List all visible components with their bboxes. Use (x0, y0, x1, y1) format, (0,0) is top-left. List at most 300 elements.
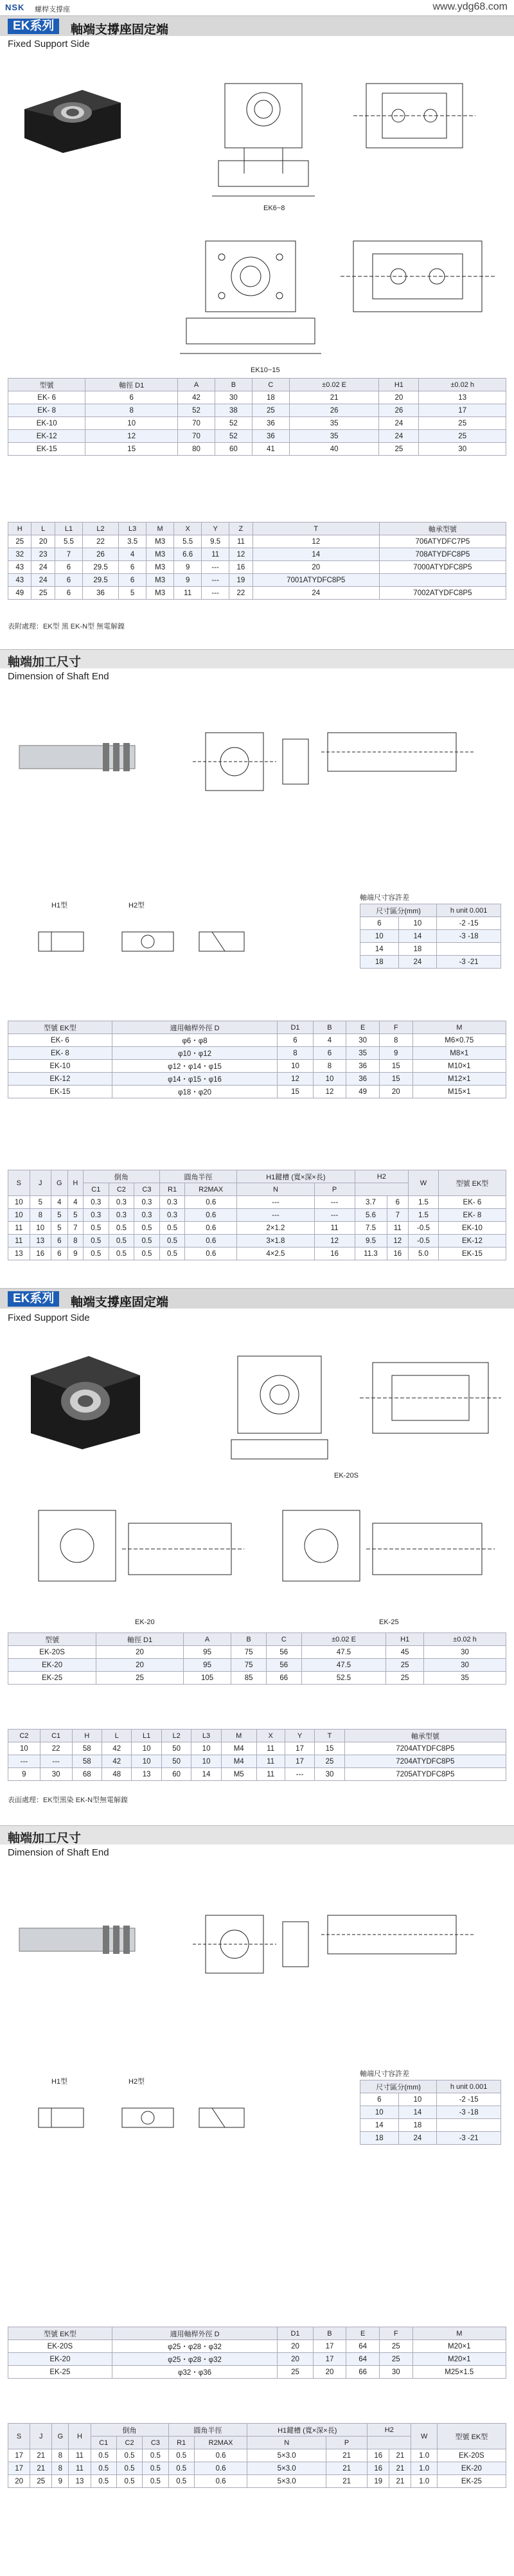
table-cell: EK-20 (8, 1659, 96, 1672)
table-cell (437, 943, 501, 956)
table-cell: 9 (52, 2475, 69, 2488)
table-cell: 17 (285, 1742, 314, 1755)
table-cell: 18 (360, 956, 399, 969)
table-cell: 30 (423, 1659, 506, 1672)
table-cell: 42 (102, 1755, 131, 1768)
spec-table-2 (8, 522, 506, 600)
table-cell: EK-20 (437, 2462, 506, 2475)
drawing-caption-ek25: EK-25 (379, 1618, 399, 1626)
table-cell: 13 (8, 1248, 30, 1260)
table-cell: 20 (31, 535, 55, 548)
table-cell: 10 (313, 1073, 346, 1086)
table-cell: 10 (360, 2106, 399, 2119)
table-cell: 25 (8, 535, 31, 548)
table-cell: 1.0 (411, 2449, 437, 2462)
table-cell: E (346, 1021, 380, 1034)
table-cell: D1 (278, 2327, 313, 2340)
product-photo-2 (12, 1343, 159, 1453)
table-cell: L2 (82, 523, 118, 535)
table-cell: 20 (8, 2475, 30, 2488)
table-cell: 49 (346, 1086, 380, 1098)
table-cell: 0.3 (109, 1209, 134, 1222)
table-cell: EK- 8 (438, 1209, 506, 1222)
table-cell: 7204ATYDFC8P5 (344, 1755, 506, 1768)
table-cell: C1 (91, 2437, 116, 2449)
table-cell: 42 (178, 391, 215, 404)
spec-table-6 (8, 1729, 506, 1781)
table-cell: H (8, 523, 31, 535)
table-cell: 4×2.5 (237, 1248, 314, 1260)
table-cell: EK-12 (8, 1073, 112, 1086)
table-cell: 11.3 (355, 1248, 387, 1260)
shaft-table-3 (8, 2327, 506, 2379)
table-cell: 19 (229, 574, 253, 587)
table-cell: EK-20S (437, 2449, 506, 2462)
technical-drawing-ek20-25 (13, 1491, 501, 1613)
table-cell: 66 (266, 1672, 301, 1685)
table-cell: -0.5 (409, 1235, 439, 1248)
table-row (8, 391, 506, 404)
table-cell: M25×1.5 (412, 2366, 506, 2379)
table-cell: 11 (256, 1755, 285, 1768)
table-cell: 0.6 (185, 1235, 237, 1248)
table-cell: 適用軸桿外徑 D (112, 1021, 278, 1034)
table-cell: 8 (278, 1047, 313, 1060)
table-cell: A (183, 1633, 231, 1646)
table-cell (437, 2119, 501, 2132)
table-cell: M3 (146, 548, 174, 561)
table-cell: 8 (52, 2449, 69, 2462)
table-cell: 9.5 (355, 1235, 387, 1248)
table-cell: 12 (85, 430, 178, 443)
table-cell: 25 (315, 1755, 344, 1768)
table-cell: 5×3.0 (247, 2449, 326, 2462)
table-cell: 13 (419, 391, 506, 404)
table-cell: 64 (346, 2353, 380, 2366)
table-cell: 22 (82, 535, 118, 548)
table-cell: 17 (285, 1755, 314, 1768)
table-cell: 20 (313, 2366, 346, 2379)
shaft-section-title: 軸端加工尺寸 (8, 656, 82, 669)
table-cell: E (346, 2327, 380, 2340)
spec-table-1 (8, 378, 506, 456)
table-cell: 36 (346, 1073, 380, 1086)
drawing-caption-ek20s: EK-20S (334, 1472, 359, 1480)
table-cell: 12 (253, 535, 379, 548)
table-cell: C1 (84, 1183, 109, 1196)
table-cell: H2 (355, 1170, 409, 1183)
table-cell: 18 (360, 2132, 399, 2145)
table-cell: EK-20 (8, 2353, 112, 2366)
shaft-drawing-1 (13, 720, 501, 874)
table-cell: 30 (315, 1768, 344, 1781)
table-row (8, 535, 506, 548)
table-cell: 0.6 (185, 1248, 237, 1260)
shaft-table-4 (8, 2423, 506, 2488)
table-cell: 5 (51, 1222, 68, 1235)
table-header (8, 523, 506, 535)
table-cell: 17 (8, 2462, 30, 2475)
table-cell: L1 (55, 523, 82, 535)
table-cell: 8 (52, 2462, 69, 2475)
table-cell: 24 (379, 417, 419, 430)
table-cell: --- (202, 561, 229, 574)
section-title: 軸端支撐座固定端 (71, 23, 169, 37)
table-cell: 21 (30, 2449, 52, 2462)
table-cell: M3 (146, 561, 174, 574)
table-cell: 10 (8, 1209, 30, 1222)
table-cell: L1 (132, 1730, 161, 1742)
table-cell: -3 -18 (437, 930, 501, 943)
table-cell: 60 (215, 443, 252, 456)
table-cell: 48 (102, 1768, 131, 1781)
section-bar-1 (0, 15, 514, 36)
table-cell: 5×3.0 (247, 2462, 326, 2475)
table-cell: 52.5 (301, 1672, 386, 1685)
table-cell: F (379, 2327, 412, 2340)
table-cell: EK-10 (8, 417, 85, 430)
table-cell: M (412, 2327, 506, 2340)
table-cell: 14 (360, 943, 399, 956)
table-cell: 6 (55, 574, 82, 587)
table-cell: 12 (229, 548, 253, 561)
table-cell: EK-25 (8, 1672, 96, 1685)
technical-drawing-ek20s (212, 1337, 508, 1478)
table-cell: 26 (379, 404, 419, 417)
table-cell: 9.5 (202, 535, 229, 548)
table-cell: 11 (256, 1768, 285, 1781)
table-cell: C2 (8, 1730, 40, 1742)
table-cell: 6 (278, 1034, 313, 1047)
table-cell: M (412, 1021, 506, 1034)
table-cell: 6 (55, 587, 82, 600)
table-cell: 0.6 (185, 1209, 237, 1222)
key-type-drawing-1 (32, 919, 257, 977)
table-cell: 30 (423, 1646, 506, 1659)
table-cell: 43 (8, 561, 31, 574)
table-cell: 5.0 (409, 1248, 439, 1260)
table-cell: 35 (423, 1672, 506, 1685)
table-cell: 0.5 (84, 1248, 109, 1260)
table-cell: 0.5 (91, 2462, 116, 2475)
table-cell: 25 (252, 404, 289, 417)
table-cell: B (313, 1021, 346, 1034)
table-cell: 18 (398, 943, 437, 956)
table-row (8, 417, 506, 430)
table-cell: 21 (389, 2449, 411, 2462)
table-cell: 52 (178, 404, 215, 417)
site-url[interactable]: www.ydg68.com (432, 1, 508, 12)
table-cell: 6 (313, 1047, 346, 1060)
table-cell: 軸徑 D1 (96, 1633, 184, 1646)
table-cell: 0.5 (159, 1248, 185, 1260)
table-cell: 24 (398, 2132, 437, 2145)
table-cell: C2 (109, 1183, 134, 1196)
table-cell: 5×3.0 (247, 2475, 326, 2488)
table-cell: 20 (379, 1086, 412, 1098)
table-cell: X (174, 523, 202, 535)
table-cell: 型號 EK型 (8, 1021, 112, 1034)
table-cell: C (252, 379, 289, 391)
table-cell: 圓角半徑 (159, 1170, 236, 1183)
table-cell: M20×1 (412, 2340, 506, 2353)
table-cell: 17 (419, 404, 506, 417)
table-cell: 9 (174, 561, 202, 574)
table-cell: 4 (313, 1034, 346, 1047)
table-cell: 24 (253, 587, 379, 600)
table-cell: M20×1 (412, 2353, 506, 2366)
table-cell: M15×1 (412, 1086, 506, 1098)
table-cell: 16 (387, 1248, 409, 1260)
tolerance-table-title: 軸端尺寸容許差 (360, 894, 409, 902)
table-cell: M6×0.75 (412, 1034, 506, 1047)
table-cell: G (51, 1170, 68, 1196)
table-cell: 0.5 (84, 1222, 109, 1235)
table-cell: 0.5 (143, 2462, 168, 2475)
table-cell: 5 (30, 1196, 51, 1209)
table-cell: 30 (346, 1034, 380, 1047)
table-cell: 1.5 (409, 1196, 439, 1209)
table-cell: 7 (55, 548, 82, 561)
table-cell: Y (202, 523, 229, 535)
table-cell: 21 (326, 2475, 368, 2488)
table-cell: S (8, 1170, 30, 1196)
table-cell: P (326, 2437, 368, 2449)
table-cell: A (178, 379, 215, 391)
table-cell: 圓角半徑 (168, 2424, 247, 2437)
table-cell: B (231, 1633, 267, 1646)
table-cell: 24 (398, 956, 437, 969)
table-cell (355, 1183, 409, 1196)
table-row (8, 574, 506, 587)
table-cell: EK-10 (8, 1060, 112, 1073)
table-cell: L3 (119, 523, 146, 535)
table-cell: ±0.02 E (301, 1633, 386, 1646)
table-cell: 95 (183, 1659, 231, 1672)
drawing-caption-b: EK10~15 (251, 366, 280, 374)
table-cell: 56 (266, 1659, 301, 1672)
table-cell: M8×1 (412, 1047, 506, 1060)
table-cell: EK- 8 (8, 1047, 112, 1060)
table-cell: 11 (202, 548, 229, 561)
table-row (8, 404, 506, 417)
table-cell: M4 (221, 1755, 256, 1768)
table-cell: M5 (221, 1768, 256, 1781)
table-cell: 10 (132, 1755, 161, 1768)
table-header (8, 379, 506, 391)
section-title: 軸端支撐座固定端 (71, 1296, 169, 1309)
drawing-caption-a: EK6~8 (263, 204, 285, 212)
table-cell: 11 (314, 1222, 355, 1235)
table-cell: --- (202, 587, 229, 600)
table-cell: EK-25 (8, 2366, 112, 2379)
tolerance-table-1 (360, 904, 501, 969)
table-cell: 20 (96, 1646, 184, 1659)
table-cell: h unit 0.001 (437, 2080, 501, 2093)
table-cell: 29.5 (82, 574, 118, 587)
table-cell: 40 (289, 443, 379, 456)
table-cell: Y (285, 1730, 314, 1742)
table-row (8, 443, 506, 456)
table-cell: 13 (69, 2475, 91, 2488)
table-cell: 0.3 (109, 1196, 134, 1209)
table-cell: 0.3 (84, 1209, 109, 1222)
table-cell: 9 (379, 1047, 412, 1060)
table-cell: 32 (8, 548, 31, 561)
table-cell: --- (314, 1196, 355, 1209)
table-cell: 25 (379, 443, 419, 456)
table-cell: 0.5 (116, 2462, 142, 2475)
table-cell: 4 (119, 548, 146, 561)
table-cell: 6 (119, 574, 146, 587)
table-cell: 0.6 (194, 2462, 247, 2475)
table-cell: 16 (314, 1248, 355, 1260)
table-cell: 軸承型號 (344, 1730, 506, 1742)
table-cell: 13 (132, 1768, 161, 1781)
table-cell: 17 (313, 2353, 346, 2366)
table-cell: EK-25 (437, 2475, 506, 2488)
table-cell: 20 (379, 391, 419, 404)
table-cell: 18 (252, 391, 289, 404)
table-cell: EK-10 (438, 1222, 506, 1235)
table-cell: 15 (379, 1073, 412, 1086)
table-cell: 17 (313, 2340, 346, 2353)
shaft-table-1 (8, 1021, 506, 1098)
table-cell (368, 2437, 411, 2449)
table-cell: 6 (85, 391, 178, 404)
table-cell: H2 (368, 2424, 411, 2437)
table-cell: 0.6 (185, 1196, 237, 1209)
table-cell: F (379, 1021, 412, 1034)
table-cell: J (30, 1170, 51, 1196)
table-cell: M12×1 (412, 1073, 506, 1086)
table-cell: 尺寸區分(mm) (360, 904, 437, 917)
table-cell: 0.5 (168, 2462, 194, 2475)
table-cell: C3 (143, 2437, 168, 2449)
table-cell: 35 (289, 430, 379, 443)
table-cell: 10 (8, 1196, 30, 1209)
table-cell: 30 (379, 2366, 412, 2379)
table-cell: EK- 6 (8, 391, 85, 404)
table-cell: 50 (161, 1742, 191, 1755)
shaft-type-h2: H2型 (128, 2078, 145, 2086)
section-subtitle: Fixed Support Side (8, 39, 90, 49)
table-cell: 64 (346, 2340, 380, 2353)
table-cell: 52 (215, 417, 252, 430)
table-cell: 8 (30, 1209, 51, 1222)
table-cell: 22 (40, 1742, 72, 1755)
table-cell: ±0.02 h (419, 379, 506, 391)
table-cell: 3.7 (355, 1196, 387, 1209)
table-cell: 9 (8, 1768, 40, 1781)
table-cell: 13 (30, 1235, 51, 1248)
table-cell: 8 (85, 404, 178, 417)
table-cell: 16 (368, 2449, 389, 2462)
table-cell: 0.5 (109, 1248, 134, 1260)
table-cell: 17 (8, 2449, 30, 2462)
table-cell: 14 (360, 2119, 399, 2132)
table-cell: 6 (360, 917, 399, 930)
table-cell: 35 (346, 1047, 380, 1060)
table-cell: 41 (252, 443, 289, 456)
table-cell: H (72, 1730, 102, 1742)
table-cell: 5 (51, 1209, 68, 1222)
table-cell: H1 (386, 1633, 424, 1646)
table-cell: 25 (30, 2475, 52, 2488)
table-cell: 7 (67, 1222, 83, 1235)
drawing-caption-ek20: EK-20 (135, 1618, 155, 1626)
table-cell: φ25・φ28・φ32 (112, 2340, 278, 2353)
table-cell: φ6・φ8 (112, 1034, 278, 1047)
table-cell: 26 (82, 548, 118, 561)
table-cell: X (256, 1730, 285, 1742)
tolerance-table-title: 軸端尺寸容許差 (360, 2070, 409, 2078)
table-cell: 706ATYDFC7P5 (379, 535, 506, 548)
table-cell: 0.3 (134, 1196, 160, 1209)
table-cell: 0.3 (159, 1196, 185, 1209)
table-cell: EK-15 (438, 1248, 506, 1260)
table-cell: 軸承型號 (379, 523, 506, 535)
table-cell: 14 (398, 2106, 437, 2119)
table-cell: T (253, 523, 379, 535)
table-cell: 8 (67, 1235, 83, 1248)
table-cell: 21 (30, 2462, 52, 2475)
table-cell: 0.5 (134, 1248, 160, 1260)
table-cell: R1 (168, 2437, 194, 2449)
table-cell: 0.5 (109, 1235, 134, 1248)
table-cell: 66 (346, 2366, 380, 2379)
table-cell: 38 (215, 404, 252, 417)
table-cell: 25 (386, 1659, 424, 1672)
table-cell: 80 (178, 443, 215, 456)
table-cell: 7204ATYDFC8P5 (344, 1742, 506, 1755)
shaft-section-subtitle: Dimension of Shaft End (8, 1847, 109, 1858)
table-cell: 11 (8, 1222, 30, 1235)
table-cell: W (411, 2424, 437, 2449)
table-cell: 47.5 (301, 1646, 386, 1659)
table-cell: 14 (253, 548, 379, 561)
table-cell: Z (229, 523, 253, 535)
table-cell: 7.5 (355, 1222, 387, 1235)
table-row (8, 561, 506, 574)
table-cell: -3 -18 (437, 2106, 501, 2119)
table-cell: EK-20S (8, 1646, 96, 1659)
table-cell: 6 (51, 1248, 68, 1260)
table-cell: 9 (174, 574, 202, 587)
table-cell: H (69, 2424, 91, 2449)
table-cell: --- (237, 1209, 314, 1222)
table-cell (379, 574, 506, 587)
table-cell: 8 (313, 1060, 346, 1073)
table-cell: 21 (389, 2462, 411, 2475)
table-cell: 14 (398, 930, 437, 943)
table-cell: 45 (386, 1646, 424, 1659)
table-cell: 16 (30, 1248, 51, 1260)
table-cell: -3 -21 (437, 2132, 501, 2145)
table-cell: 型號 (8, 1633, 96, 1646)
table-cell: 24 (379, 430, 419, 443)
table-cell: 0.6 (194, 2475, 247, 2488)
table-cell: -2 -15 (437, 917, 501, 930)
table-cell: 0.5 (134, 1222, 160, 1235)
table-cell: 12 (313, 1086, 346, 1098)
shaft-drawing-2 (13, 1902, 501, 2050)
table-cell: EK-15 (8, 1086, 112, 1098)
shaft-section-subtitle: Dimension of Shaft End (8, 671, 109, 682)
table-cell: 0.6 (194, 2449, 247, 2462)
table-cell: 105 (183, 1672, 231, 1685)
table-cell: 7002ATYDFC8P5 (379, 587, 506, 600)
